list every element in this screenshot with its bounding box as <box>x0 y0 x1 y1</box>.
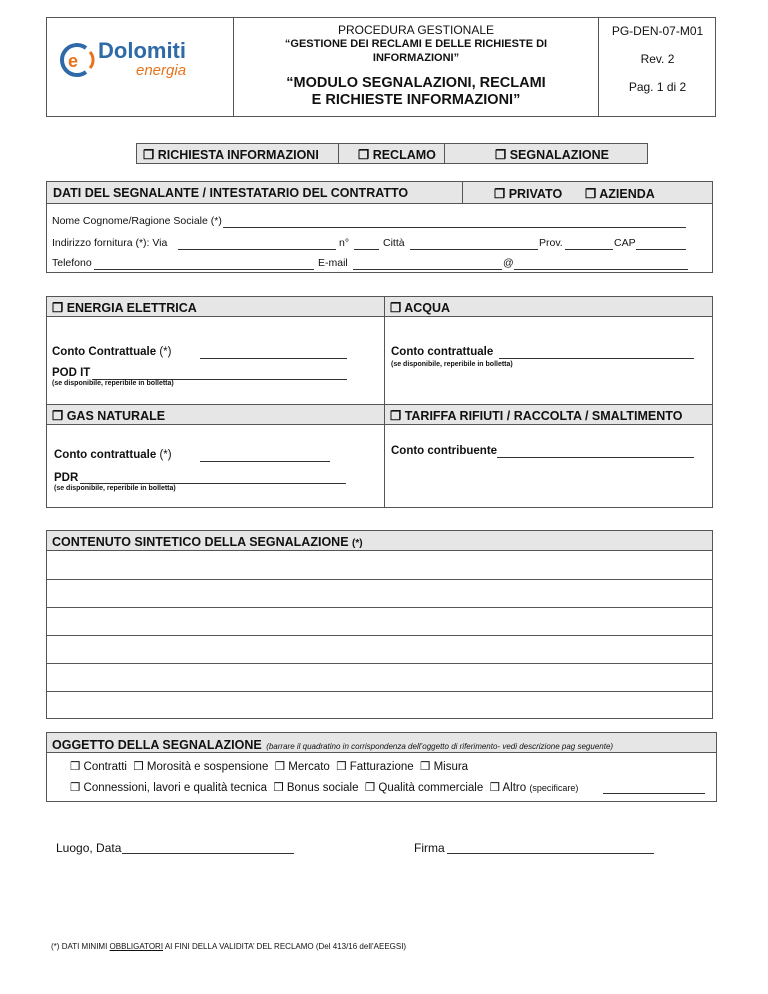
electric-account-field[interactable] <box>200 358 347 359</box>
header-procedure-name-2: INFORMAZIONI” <box>372 52 460 64</box>
doc-revision: Rev. 2 <box>640 52 675 66</box>
services-grid <box>46 296 713 508</box>
checkbox-label: TARIFFA RIFIUTI / RACCOLTA / SMALTIMENTO <box>404 409 683 423</box>
subject-options-row-2 <box>70 780 578 794</box>
number-label: n° <box>339 237 350 249</box>
reporter-divider <box>462 182 463 204</box>
checkbox-label: Contratti <box>83 761 127 773</box>
company-logo <box>56 36 226 86</box>
checkbox-label: GAS NATURALE <box>66 409 166 423</box>
electric-account-label: Conto Contrattuale <box>52 346 157 358</box>
water-account-label: Conto contrattuale <box>391 346 494 358</box>
checkbox-bonus-sociale[interactable]: ❒ Bonus sociale <box>273 782 359 794</box>
checkbox-label: Morosità e sospensione <box>146 761 269 773</box>
content-line[interactable] <box>47 691 712 692</box>
checkbox-altro[interactable]: ❒ Altro <box>489 782 527 794</box>
logo-brand: Dolomiti <box>98 38 186 63</box>
prov-label: Prov. <box>539 237 563 249</box>
checkbox-fatturazione[interactable]: ❒ Fatturazione <box>336 761 414 773</box>
place-date-field[interactable] <box>122 853 294 854</box>
footer-prefix: DATI MINIMI <box>61 942 108 951</box>
checkbox-label: RICHIESTA INFORMAZIONI <box>157 148 319 162</box>
checkbox-label: ENERGIA ELETTRICA <box>66 301 197 315</box>
doc-page: Pag. 1 di 2 <box>628 80 687 94</box>
checkbox-label: RECLAMO <box>372 148 436 162</box>
checkbox-segnalazione[interactable]: ❒ SEGNALAZIONE <box>495 148 609 162</box>
checkbox-gas-naturale[interactable]: ❒ GAS NATURALE <box>52 409 166 423</box>
content-line[interactable] <box>47 663 712 664</box>
prov-field[interactable] <box>565 249 613 250</box>
checkbox-label: AZIENDA <box>599 187 655 201</box>
request-divider <box>444 143 445 164</box>
signature-label: Firma <box>414 841 445 855</box>
header-procedure: PROCEDURA GESTIONALE <box>337 23 495 37</box>
content-line[interactable] <box>47 579 712 580</box>
checkbox-qualita-commerciale[interactable]: ❒ Qualità commerciale <box>364 782 484 794</box>
reporter-title: DATI DEL SEGNALANTE / INTESTATARIO DEL CONTRATTO <box>53 186 409 200</box>
footer-suffix: AI FINI DELLA VALIDITA’ DEL RECLAMO (Del 413/16 dell’AEEGSI) <box>164 942 407 951</box>
pod-note: (se disponibile, reperibile in bolletta) <box>52 380 174 387</box>
number-field[interactable] <box>354 249 379 250</box>
checkbox-energia-elettrica[interactable]: ❒ ENERGIA ELETTRICA <box>52 301 197 315</box>
email-label: E-mail <box>318 257 348 269</box>
subject-hint: (barrare il quadratino in corrispondenza dell’oggetto di riferimento- vedi descrizione pag seguente) <box>266 742 614 751</box>
city-label: Città <box>383 237 405 249</box>
contributor-label: Conto contribuente <box>391 445 498 457</box>
checkbox-contratti[interactable]: ❒ Contratti <box>70 761 127 773</box>
content-line[interactable] <box>47 607 712 608</box>
pdr-label: PDR <box>54 472 79 484</box>
checkbox-azienda[interactable]: ❒ AZIENDA <box>585 187 655 201</box>
email-domain-field[interactable] <box>514 269 688 270</box>
other-specify-field[interactable] <box>603 793 705 794</box>
subject-options-row-1 <box>70 759 468 773</box>
checkbox-label: SEGNALAZIONE <box>509 148 609 162</box>
name-label: Nome Cognome/Ragione Sociale (*) <box>52 215 222 227</box>
place-date-label: Luogo, Data <box>56 841 122 855</box>
footer-mark: (*) <box>51 942 60 951</box>
services-divider <box>384 296 385 508</box>
email-at: @ <box>503 257 514 269</box>
phone-field[interactable] <box>94 269 314 270</box>
checkbox-label: Altro <box>502 782 527 794</box>
cap-field[interactable] <box>636 249 686 250</box>
checkbox-label: PRIVATO <box>508 187 563 201</box>
cap-label: CAP <box>614 237 636 249</box>
content-title: CONTENUTO SINTETICO DELLA SEGNALAZIONE <box>52 535 349 549</box>
footer-underlined: OBBLIGATORI <box>109 942 164 951</box>
required-mark: (*) <box>159 346 172 358</box>
phone-label: Telefono <box>52 257 92 269</box>
checkbox-connessioni[interactable]: ❒ Connessioni, lavori e qualità tecnica <box>70 782 267 794</box>
email-user-field[interactable] <box>353 269 502 270</box>
address-label: Indirizzo fornitura (*): Via <box>52 237 168 249</box>
gas-account-field[interactable] <box>200 461 330 462</box>
checkbox-richiesta-informazioni[interactable]: ❒ RICHIESTA INFORMAZIONI <box>143 148 319 162</box>
gas-account-label: Conto contrattuale <box>54 449 157 461</box>
checkbox-label: Qualità commerciale <box>378 782 484 794</box>
name-field[interactable] <box>223 227 686 228</box>
checkbox-tariffa-rifiuti[interactable]: ❒ TARIFFA RIFIUTI / RACCOLTA / SMALTIMENTO <box>390 409 683 423</box>
contributor-field[interactable] <box>497 457 694 458</box>
checkbox-label: ACQUA <box>404 301 451 315</box>
form-title-1: “MODULO SEGNALAZIONI, RECLAMI <box>286 75 546 91</box>
svg-text:e: e <box>68 51 79 71</box>
checkbox-reclamo[interactable]: ❒ RECLAMO <box>358 148 436 162</box>
pod-label: POD IT <box>52 367 91 379</box>
checkbox-acqua[interactable]: ❒ ACQUA <box>390 301 451 315</box>
subject-title: OGGETTO DELLA SEGNALAZIONE <box>52 738 262 752</box>
checkbox-misura[interactable]: ❒ Misura <box>420 761 469 773</box>
water-note: (se disponibile, reperibile in bolletta) <box>391 361 513 368</box>
checkbox-label: Mercato <box>288 761 330 773</box>
city-field[interactable] <box>410 249 538 250</box>
checkbox-morosita[interactable]: ❒ Morosità e sospensione <box>133 761 269 773</box>
other-hint: (specificare) <box>529 783 579 793</box>
form-title-2: E RICHIESTE INFORMAZIONI” <box>311 92 521 108</box>
request-divider <box>338 143 339 164</box>
water-account-field[interactable] <box>499 358 694 359</box>
pdr-field[interactable] <box>80 483 346 484</box>
street-field[interactable] <box>178 249 336 250</box>
checkbox-label: Misura <box>433 761 469 773</box>
header-procedure-name-1: “GESTIONE DEI RECLAMI E DELLE RICHIESTE DI <box>284 38 548 50</box>
logo-sub: energia <box>136 62 187 79</box>
checkbox-label: Fatturazione <box>349 761 414 773</box>
required-mark: (*) <box>159 449 172 461</box>
logo-mark-icon <box>56 40 96 80</box>
required-mark: (*) <box>352 538 363 549</box>
checkbox-mercato[interactable]: ❒ Mercato <box>274 761 330 773</box>
checkbox-label: Connessioni, lavori e qualità tecnica <box>83 782 267 794</box>
services-header-divider <box>384 297 385 317</box>
footer-note <box>51 942 406 951</box>
content-line[interactable] <box>47 635 712 636</box>
signature-field[interactable] <box>447 853 654 854</box>
pdr-note: (se disponibile, reperibile in bolletta) <box>54 485 176 492</box>
services-header-divider <box>384 404 385 425</box>
checkbox-privato[interactable]: ❒ PRIVATO <box>494 187 563 201</box>
checkbox-label: Bonus sociale <box>286 782 359 794</box>
doc-code: PG-DEN-07-M01 <box>611 24 704 38</box>
